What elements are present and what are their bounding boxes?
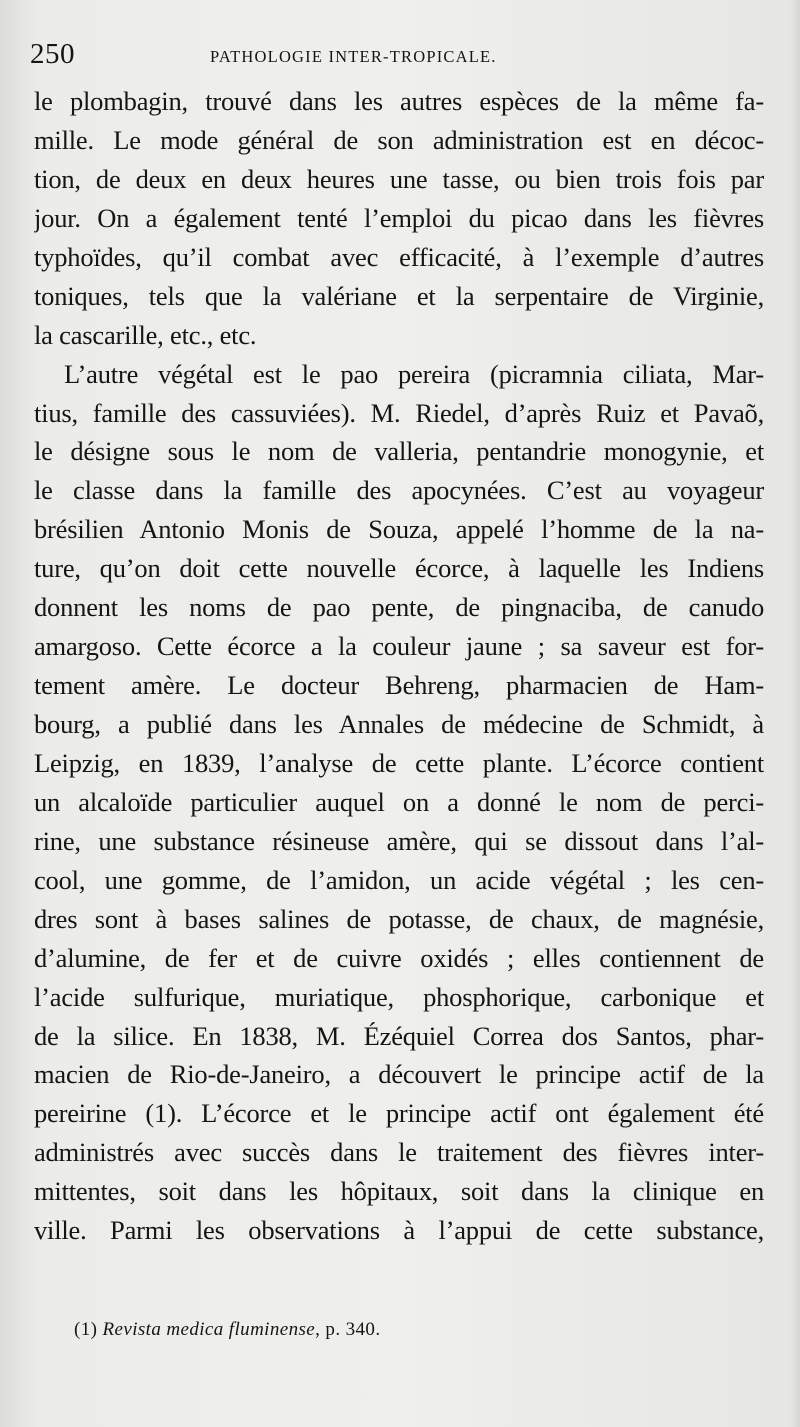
text-line: de la silice. En 1838, M. Ézéquiel Correa dos Santos, phar- xyxy=(34,1020,764,1051)
running-title: PATHOLOGIE INTER-TROPICALE. xyxy=(210,47,497,66)
text-line: administrés avec succès dans le traitement des fièvres inter- xyxy=(34,1137,764,1168)
text-line: mittentes, soit dans les hôpitaux, soit dans la clinique en xyxy=(34,1176,764,1207)
text-line: un alcaloïde particulier auquel on a donné le nom de perci- xyxy=(34,786,764,817)
text-line: donnent les noms de pao pente, de pingnaciba, de canudo xyxy=(34,592,764,623)
footnote-page-ref: , p. 340. xyxy=(315,1319,381,1340)
text-line: le désigne sous le nom de valleria, pentandrie monogynie, et xyxy=(34,436,764,467)
text-line: l’acide sulfurique, muriatique, phosphorique, carbonique et xyxy=(34,981,764,1012)
text-line: tion, de deux en deux heures une tasse, ou bien trois fois par xyxy=(34,163,764,194)
text-line: typhoïdes, qu’il combat avec efficacité, à l’exemple d’autres xyxy=(34,241,764,272)
paragraph-start-line: L’autre végétal est le pao pereira (picramnia ciliata, Mar- xyxy=(64,358,764,389)
text-line: ville. Parmi les observations à l’appui de cette substance, xyxy=(34,1215,764,1246)
footnote xyxy=(74,1319,674,1341)
text-line: le plombagin, trouvé dans les autres espèces de la même fa- xyxy=(34,86,764,116)
text-line: le classe dans la famille des apocynées. C’est au voyageur xyxy=(34,475,764,506)
text-line: tius, famille des cassuviées). M. Riedel, d’après Ruiz et Pavaõ, xyxy=(34,397,764,428)
text-line: la cascarille, etc., etc. xyxy=(34,319,257,350)
text-line: jour. On a également tenté l’emploi du picao dans les fièvres xyxy=(34,202,764,233)
text-line: brésilien Antonio Monis de Souza, appelé l’homme de la na- xyxy=(34,514,764,545)
page-number: 250 xyxy=(30,38,75,70)
footnote-source: Revista medica fluminense xyxy=(102,1319,316,1340)
text-line: d’alumine, de fer et de cuivre oxidés ; elles contiennent de xyxy=(34,942,764,973)
text-line: rine, une substance résineuse amère, qui se dissout dans l’al- xyxy=(34,825,764,856)
text-line: bourg, a publié dans les Annales de médecine de Schmidt, à xyxy=(34,709,764,739)
text-line: cool, une gomme, de l’amidon, un acide végétal ; les cen- xyxy=(34,864,764,895)
footnote-marker: (1) xyxy=(74,1319,98,1340)
text-line: dres sont à bases salines de potasse, de chaux, de magnésie, xyxy=(34,903,764,934)
text-line: mille. Le mode général de son administration est en décoc- xyxy=(34,124,764,155)
text-line: ture, qu’on doit cette nouvelle écorce, à laquelle les Indiens xyxy=(34,553,764,584)
text-line: amargoso. Cette écorce a la couleur jaune ; sa saveur est for- xyxy=(34,631,764,662)
text-line: macien de Rio-de-Janeiro, a découvert le principe actif de la xyxy=(34,1059,764,1090)
text-line: tement amère. Le docteur Behreng, pharmacien de Ham- xyxy=(34,670,764,701)
text-line: Leipzig, en 1839, l’analyse de cette plante. L’écorce contient xyxy=(34,747,764,778)
text-line: toniques, tels que la valériane et la serpentaire de Virginie, xyxy=(34,280,764,311)
page-header xyxy=(30,38,770,78)
body-text xyxy=(34,82,764,1250)
text-line: pereirine (1). L’écorce et le principe actif ont également été xyxy=(34,1098,764,1129)
